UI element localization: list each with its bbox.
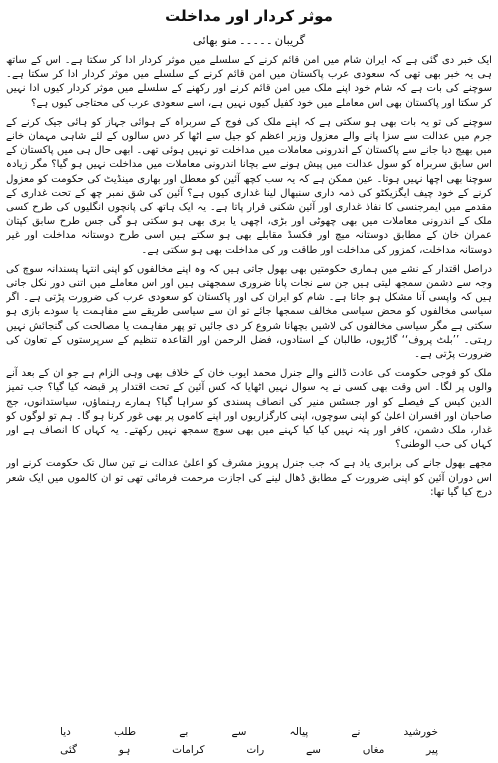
column-name: گریبان	[274, 33, 306, 47]
verse-word: سے	[231, 726, 247, 738]
verse-word: پیر	[426, 744, 438, 756]
paragraph-3: دراصل اقتدار کے نشے میں ہماری حکومتیں بھی بھول جاتی ہیں کہ وہ اپنے مخالفوں کو اپنی انتہا پسندانہ سوچ کی وجہ سے دشمن سمجھ لیتی ہیں جن سے نجات پانا ضروری سمجھتی ہیں اور اس معاملے میں اتنی دور نکل جاتی ہیں کہ واپسی آنا مشکل ہو جاتا ہے۔ شام کو ایران کی اور پاکستان کو سعودی عرب کی ضرورت پڑتی ہے۔ اگر سیاسی مخالفوں کو محض سیاسی مخالف سمجھا جائے تو ان سے سیاسی طریقے سے مفاہمت یا سودے بازی ہو سکتی ہے مگر سیاسی مخالفوں کی لاشیں بچھانا شروع کر دی جائیں تو پھر مفاہمت یا مصالحت کی گنجائش نہیں رہتی۔ ’’بلٹ پروف‘‘ گاڑیوں، طالبان کے استادوں، فضل الرحمن اور القاعدہ تنظیم کے سرپرستوں کے تعاون کی ضرورت پڑتی ہے۔	[6, 263, 492, 361]
byline	[0, 32, 498, 48]
verse-word: طلب	[113, 726, 137, 738]
verse-word: مغاں	[362, 744, 385, 756]
verse-line-1	[60, 724, 438, 740]
paragraph-4: ملک کو فوجی حکومت کی عادت ڈالنے والے جنرل محمد ایوب خان کے خلاف بھی وہی الزام ہے جو ان کے بعد آنے والوں پر لگا۔ اس وقت بھی کسی نے یہ سوال نہیں اٹھایا کہ کس آئین کے تحت اقتدار پر قبضہ کیا گیا؟ جب تمیز الدین کیس کے فیصلے کو اور جسٹس منیر کی انصاف پسندی کو سراہا گیا؟ ہمارے رہنماؤں، سیاستدانوں، جج صاحبان اور افسران اعلیٰ کو اپنی سوچوں، اپنی کارگزاریوں اور اپنے کاموں پر بھی غور کرنا ہو گا۔ ہم تو لوگوں کو غدار، ملک دشمن، کافر اور پتہ نہیں کیا کیا کہنے میں بھی سوچ سمجھ نہیں رکھتے۔ یہ کہاں کا انصاف ہے اور کہاں کی حب الوطنی؟	[6, 368, 492, 451]
column-body	[6, 54, 492, 684]
paragraph-1: ایک خبر دی گئی ہے کہ ایران شام میں امن قائم کرنے کے سلسلے میں موثر کردار ادا کر سکتا ہے۔ اس کے ساتھ ہی یہ خبر بھی تھی کہ سعودی عرب پاکستان میں امن قائم کرنے کے سلسلے میں موثر کردار ادا کر سکتا ہے۔ سوچنے کی بات ہے کہ شام خود اپنے ملک میں امن قائم کرنے اور رکھنے کے سلسلے میں موثر کردار کیوں ادا نہیں کر سکتا اور پاکستان بھی اس معاملے میں خود کفیل کیوں نہیں ہے، اسے سعودی عرب کی محتاجی کیوں ہے؟	[6, 55, 492, 109]
verse-word: بے	[179, 726, 189, 738]
verse-word: دیا	[60, 726, 71, 738]
verse-word: ہو	[118, 744, 131, 756]
byline-separator: ۔۔۔۔۔	[238, 33, 273, 47]
verse-word: کرامات	[172, 744, 205, 756]
paragraph-2: سوچنے کی تو یہ بات بھی ہو سکتی ہے کہ اپنے ملک کی فوج کے سربراہ کے ہوائی جہاز کو ہائی جیک کرنے کے جرم میں عدالت سے سزا پانے والے معزول وزیر اعظم کو جیل سے اٹھا کر دس سالوں کے لئے شاہی مہمان خانے میں بھیج دیا جانے سے پاکستان کے اندرونی معاملات میں مداخلت تو نہیں ہوئی تھی۔ ابھی حال ہی میں پاکستان کے اس سابق سربراہ کو سول عدالت میں پیش ہونے سے بچانا اندرونی معاملات میں مداخلت نہیں ہو گیا؟ مگر زیادہ سوچنا بھی اچھا نہیں ہوتا۔ عین ممکن ہے کہ یہ سب کچھ آئین کو معطل اور بھاری مینڈیٹ کی حکومت کو معزول کرنے کے خود چیف ایگزیکٹو کی ذمہ داری سنبھال لینا غداری کیوں ہے؟ آئین کی شق نمبر چھ کے تحت غداری کے مقدمے میں ایمرجنسی کا نفاذ غداری اور آئین شکنی قرار پاتا ہے۔ یہ ایک ہاتھ کی پانچوں انگلیوں کی طرح کسی ملک کے اندرونی معاملات میں بھی چھوٹی اور بڑی، اچھی یا بری بھی ہو سکتی ہو گی جس طرح سابق کپتان عمران خان کے مطابق دوستانہ میچ اور فکسڈ مقابلے بھی ہو سکتے ہیں اسی طرح دوستانہ مداخلت اور غیر دوستانہ مداخلت، کمزور کی مداخلت اور طاقت ور کی مداخلت بھی ہو سکتی ہے۔	[6, 116, 492, 256]
author-name: منو بھائی	[192, 33, 237, 47]
column-title: موثر کردار اور مداخلت	[165, 7, 333, 25]
verse-word: رات	[246, 744, 265, 756]
verse-word: نے	[351, 726, 361, 738]
verse-word: خورشید	[403, 726, 438, 738]
verse-word: پیالہ	[289, 726, 309, 738]
verse-word: سے	[305, 744, 321, 756]
paragraph-5: مجھے بھول جانے کی برابری یاد ہے کہ جب جنرل پرویز مشرف کو اعلیٰ عدالت نے تین سال تک حکومت کرنے اور اس دوران آئین کو اپنی ضرورت کے مطابق ڈھال لینے کی اجازت مرحمت فرمائی تھی تو ان کالموں میں ایک شعر درج کیا گیا تھا:	[6, 458, 492, 498]
verse-word: گئی	[60, 744, 77, 756]
verse-line-2	[60, 742, 438, 758]
